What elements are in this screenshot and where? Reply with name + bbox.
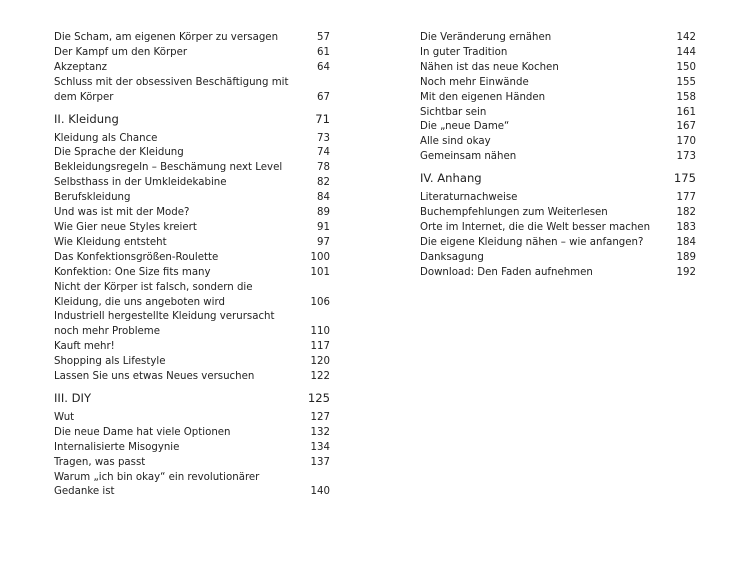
page-number: 177 [676,192,696,204]
toc-entry [420,120,696,135]
entry-title: Schluss mit der obsessiven Beschäftigung mit dem Körper [54,76,289,103]
page-number: 82 [317,177,330,189]
toc-entry [54,31,330,46]
entry-title: Literaturnachweise [420,192,518,204]
page-number: 137 [310,456,330,468]
entry-title: Wie Gier neue Styles kreiert [54,221,197,233]
page-number: 89 [317,207,330,219]
entry-title: Lassen Sie uns etwas Neues versuchen [54,371,255,383]
page-number: 120 [310,356,330,368]
toc-entry [420,150,696,165]
entry-title: Orte im Internet, die die Welt besser machen [420,221,651,233]
page-number: 134 [310,441,330,453]
toc-entry [54,266,330,281]
toc-entry [420,221,696,236]
page-number: 140 [310,486,330,498]
page-number: 170 [676,136,696,148]
page-number: 122 [310,371,330,383]
toc-entry [420,135,696,150]
toc-entry [54,176,330,191]
page-number: 173 [676,151,696,163]
toc-chapter-heading [54,112,330,127]
page-number: 78 [317,162,330,174]
page-number: 100 [310,251,330,263]
toc-entry [54,251,330,266]
page-number: 57 [317,32,330,43]
entry-title: Wut [54,411,75,423]
page-number: 189 [676,251,696,263]
entry-title: Noch mehr Einwände [420,76,529,88]
entry-title: Wie Kleidung entsteht [54,236,167,248]
entry-title: Warum „ich bin okay“ ein revolutionärer Gedanke ist [54,471,260,498]
entry-title: Die „neue Dame“ [420,121,510,133]
entry-title: Die Sprache der Kleidung [54,147,184,159]
entry-title: Nähen ist das neue Kochen [420,61,559,73]
toc-entry [420,236,696,251]
entry-title: Sichtbar sein [420,106,487,118]
page-number: 161 [676,106,696,118]
page-number: 150 [676,61,696,73]
toc-entry [54,310,330,340]
page-number: 84 [317,192,330,204]
entry-title: Shopping als Lifestyle [54,356,166,368]
page-number: 183 [676,221,696,233]
toc-entry [420,106,696,121]
page-number: 117 [310,341,330,353]
toc-entry [420,251,696,266]
page-number: 125 [307,390,330,405]
toc-entry [420,61,696,76]
page-number: 184 [676,236,696,248]
page-number: 73 [317,132,330,144]
toc-entry [54,132,330,147]
entry-title: Tragen, was passt [54,456,146,468]
entry-title: Bekleidungsregeln – Beschämung next Level [54,162,283,174]
page-number: 97 [317,236,330,248]
page-number: 175 [673,171,696,186]
page-number: 106 [310,296,330,308]
toc-entry [54,221,330,236]
toc-entry [54,426,330,441]
page-number: 132 [310,426,330,438]
entry-title: Danksagung [420,251,484,263]
toc-entry [54,206,330,221]
toc-entry [420,266,696,281]
entry-title: Die neue Dame hat viele Optionen [54,426,231,438]
entry-title: Konfektion: One Size fits many [54,266,211,278]
entry-title: Berufskleidung [54,192,131,204]
page-number: 74 [317,147,330,159]
page-number: 71 [315,111,330,126]
entry-title: Die Veränderung ernähen [420,32,552,43]
toc-entry [54,46,330,61]
toc-entry [420,46,696,61]
toc-entry [420,76,696,91]
toc-entry [54,146,330,161]
page-number: 167 [676,121,696,133]
toc-left-column [54,31,330,500]
entry-title: Das Konfektionsgrößen-Roulette [54,251,219,263]
toc-entry [420,191,696,206]
toc-entry [54,340,330,355]
entry-title: In guter Tradition [420,46,508,58]
toc-entry [54,76,330,106]
page-number: 61 [317,46,330,58]
toc-entry [54,471,330,501]
entry-title: Download: Den Faden aufnehmen [420,266,593,278]
page-number: 182 [676,207,696,219]
page-number: 158 [676,91,696,103]
toc-entry [54,191,330,206]
page-number: 64 [317,61,330,73]
entry-title: Industriell hergestellte Kleidung verursacht noch mehr Probleme [54,311,275,338]
page-number: 101 [310,266,330,278]
entry-title: Nicht der Körper ist falsch, sondern die Kleidung, die uns angeboten wird [54,281,253,308]
page-number: 110 [310,326,330,338]
toc-entry [54,456,330,471]
chapter-title: III. DIY [54,390,92,405]
entry-title: Akzeptanz [54,61,107,73]
page-number: 155 [676,76,696,88]
toc-chapter-heading [420,171,696,186]
entry-title: Gemeinsam nähen [420,151,517,163]
entry-title: Internalisierte Misogynie [54,441,180,453]
entry-title: Die Scham, am eigenen Körper zu versagen [54,32,279,43]
entry-title: Kauft mehr! [54,341,115,353]
entry-title: Mit den eigenen Händen [420,91,546,103]
chapter-title: IV. Anhang [420,171,482,186]
toc-entry [420,206,696,221]
toc-entry [54,61,330,76]
page-number: 192 [676,266,696,278]
page-number: 91 [317,221,330,233]
chapter-title: II. Kleidung [54,111,119,126]
toc-entry [54,281,330,311]
page-number: 127 [310,411,330,423]
toc-entry [54,441,330,456]
entry-title: Kleidung als Chance [54,132,158,144]
toc-entry [54,411,330,426]
toc-entry [420,91,696,106]
entry-title: Alle sind okay [420,136,491,148]
toc-right-column [420,31,696,281]
entry-title: Der Kampf um den Körper [54,46,188,58]
page-number: 142 [676,32,696,43]
toc-entry [420,31,696,46]
toc-entry [54,161,330,176]
entry-title: Die eigene Kleidung nähen – wie anfangen? [420,236,644,248]
toc-chapter-heading [54,391,330,406]
page-number: 67 [317,91,330,103]
entry-title: Und was ist mit der Mode? [54,207,190,219]
toc-entry [54,370,330,385]
entry-title: Selbsthass in der Umkleidekabine [54,177,227,189]
toc-entry [54,355,330,370]
toc-entry [54,236,330,251]
page-number: 144 [676,46,696,58]
entry-title: Buchempfehlungen zum Weiterlesen [420,207,608,219]
